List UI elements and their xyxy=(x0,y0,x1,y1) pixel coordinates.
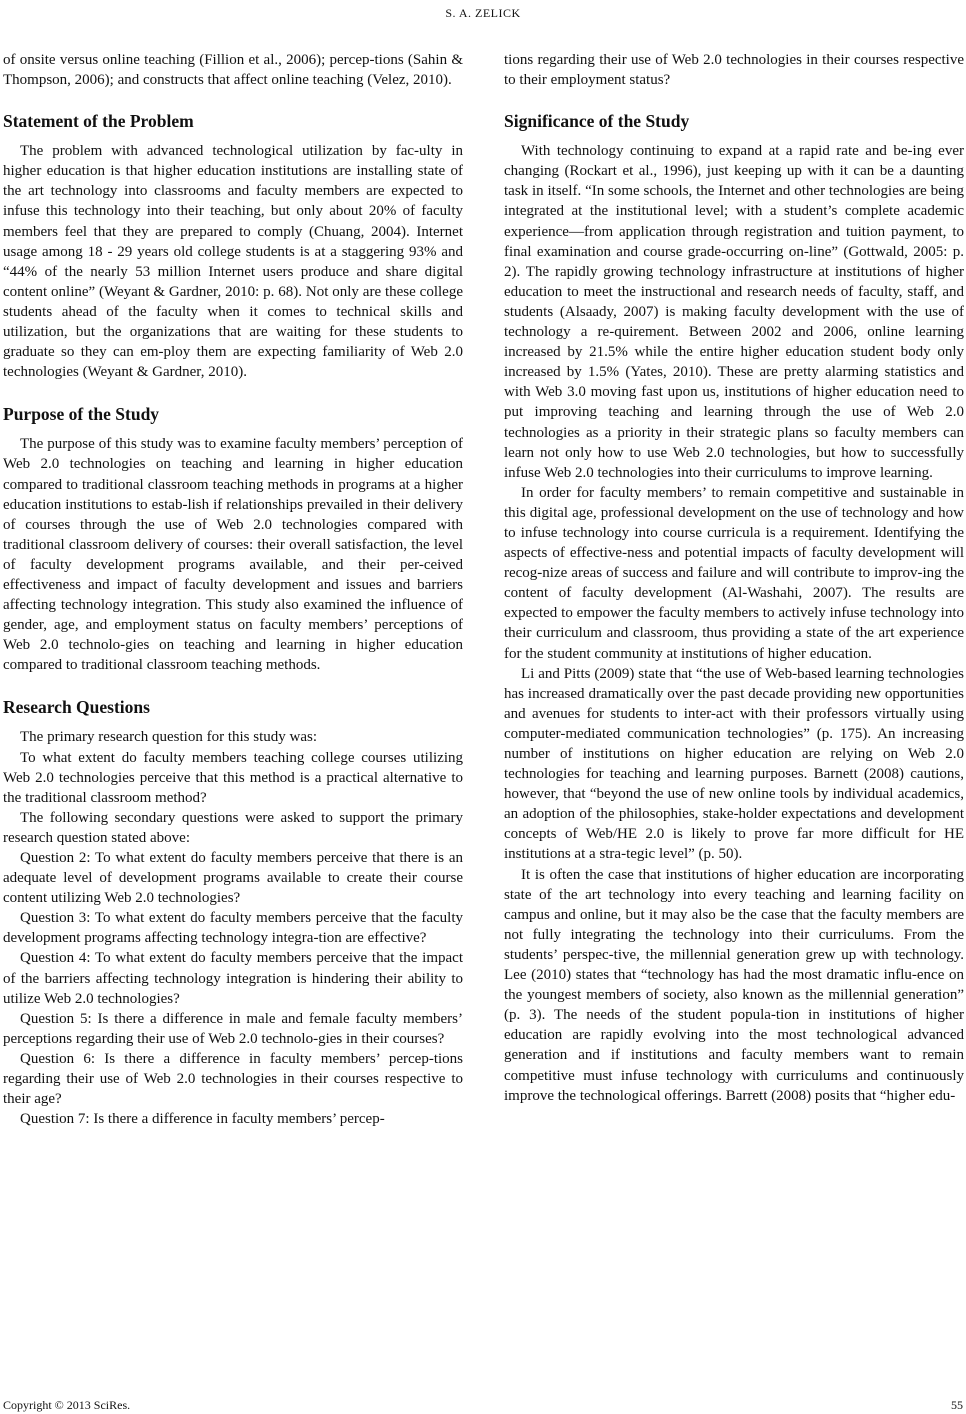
purpose-paragraph: The purpose of this study was to examine faculty members’ perception of Web 2.0 technologies on teaching and learning in higher education compared to traditional classroom teaching methods in programs at a higher education institutions to estab-lish if relationships prevailed in their delivery of courses through the use of Web 2.0 technologies compared with traditional classroom delivery of courses: their overall satisfaction, the level of faculty development programs available, and their per-ceived effectiveness and impact of faculty development and issues and barriers affecting technology integration. This study also examined the influence of gender, age, and employment status on faculty members’ perceptions of Web 2.0 technolo-gies on teaching and learning in higher education compared to traditional classroom teaching methods. xyxy=(3,436,463,674)
heading-significance-of-study: Significance of the Study xyxy=(504,111,690,132)
significance-paragraph: With technology continuing to expand at a rapid rate and be-ing ever changing (Rockart et al., 1996), just keeping up with it can be a daunting task in itself. “In some schools, the Internet and other technologies are being integrated at the institutional level; with a student’s complete academic experience—from application through registration and tuition payment, to final examination and course grade-occurring on-line” (Gottwald, 2005: p. 2). The rapidly growing technology infrastructure at institutions of higher education to meet the instructional and research needs of faculty, staff, and students (Alsaady, 2007) is making faculty development with the use of technology a re-quirement. Between 2002 and 2006, online learning increased by 21.5% while the entire higher education student body only increased by 1.5% (Yates, 2010). These are pretty alarming statistics and with Web 3.0 moving fast upon us, institutions of higher education need to put improving teaching and learning through the use of Web 2.0 technologies as a priority in their strategic plans so faculty members can learn not only how to use Web 2.0 technologies, but how to successfully infuse Web 2.0 technologies into their curriculums to improve learning. xyxy=(504,143,964,481)
rq-question-6: Question 6: Is there a difference in faculty members’ percep-tions regarding their use of Web 2.0 technologies in their courses respective to their age? xyxy=(3,1050,463,1108)
page-number: 55 xyxy=(951,1398,963,1412)
problem-paragraph: The problem with advanced technological utilization by fac-ulty in higher education is that higher education institutions are installing state of the art technology into classrooms and faculty members are expected to infuse this technology into their teaching, but only about 20% of faculty members feel that they are prepared to comply (Chuang, 2004). Internet usage among 18 - 29 years old college students is at a staggering 93% and “44% of the nearly 53 million Internet users produce and share digital content online” (Weyant & Gardner, 2010: p. 68). Not only are these college students ahead of the faculty when it comes to technical skills and utilization, but the organizations that are waiting for these students to graduate so they can em-ploy them are expecting familiarity of Web 2.0 technologies (Weyant & Gardner, 2010). xyxy=(3,143,463,381)
significance-paragraph: Li and Pitts (2009) state that “the use of Web-based learning technologies has increased dramatically over the past decade providing new opportunities and avenues for students to inter-act with their professors virtually using computer-mediated communication technologies” (p. 175). An increasing number of institutions on higher education are relying on Web 2.0 technologies for teaching and learning purposes. Barnett (2008) cautions, however, that “beyond the use of new online tools by individual academics, an adoption of the philosophies, stake-holder expectations and development concepts of Web/HE 2.0 is likely to prove far more difficult for HE institutions at a stra-tegic level” (p. 50). xyxy=(504,665,964,863)
continued-paragraph: tions regarding their use of Web 2.0 technologies in their courses respective to their employment status? xyxy=(504,52,964,89)
heading-research-questions: Research Questions xyxy=(3,697,150,718)
intro-paragraph: of onsite versus online teaching (Fillion et al., 2006); percep-tions (Sahin & Thompson, 2006); and constructs that affect online teaching (Velez, 2010). xyxy=(3,52,463,89)
page-footer xyxy=(3,1398,963,1413)
running-head: S. A. ZELICK xyxy=(445,6,521,20)
rq-paragraph: The primary research question for this study was: xyxy=(20,729,318,746)
left-column xyxy=(3,50,463,1129)
significance-paragraph: It is often the case that institutions of higher education are incorporating state of the art technology into every teaching and learning facility on campus and online, but it may also be the case that the faculty members are not fully integrating the technology into their curriculums. From the students’ perspec-tive, the millennial generation grew up with technology. Lee (2010) states that “technology has had the most dramatic influ-ence on the youngest members of society, also known as the millennial generation” (p. 3). The needs of the student popula-tion in institutions of higher education are rapidly evolving into the most technological advanced generation and if institutions and faculty members want to remain competitive must infuse technology with curriculums and continuously improve the technological offerings. Barrett (2008) posits that “higher edu- xyxy=(504,866,964,1104)
rq-paragraph: To what extent do faculty members teaching college courses utilizing Web 2.0 technologies perceive that this method is a practical alternative to the traditional classroom method? xyxy=(3,749,463,806)
rq-question-2: Question 2: To what extent do faculty members perceive that there is an adequate level of development programs available to create their course content utilizing Web 2.0 technologies? xyxy=(3,850,463,907)
rq-question-5: Question 5: Is there a difference in male and female faculty members’ perceptions regarding their use of Web 2.0 technolo-gies in their courses? xyxy=(3,1010,463,1047)
right-column xyxy=(504,50,964,1106)
rq-paragraph: The following secondary questions were asked to support the primary research question stated above: xyxy=(3,809,463,846)
copyright-notice: Copyright © 2013 SciRes. xyxy=(3,1398,131,1412)
heading-purpose-of-study: Purpose of the Study xyxy=(3,404,160,425)
rq-question-4: Question 4: To what extent do faculty members perceive that the impact of the barriers affecting technology integration is hindering their ability to utilize Web 2.0 technologies? xyxy=(3,950,463,1007)
heading-statement-of-problem: Statement of the Problem xyxy=(3,111,194,132)
rq-question-3: Question 3: To what extent do faculty members perceive that the faculty development programs affecting technology integra-tion are effective? xyxy=(3,910,463,947)
rq-question-7: Question 7: Is there a difference in faculty members’ percep- xyxy=(20,1111,385,1128)
significance-paragraph: In order for faculty members’ to remain competitive and sustainable in this digital age, professional development on the use of technology and how to infuse technology into course curricula is a requirement. Identifying the aspects of effective-ness and potential impacts of faculty development will recog-nize areas of success and failure and will contribute to improv-ing the content of faculty development (Al-Washahi, 2007). The results are expected to empower the faculty members to actively infuse technology into their curriculum and classroom, thus providing a state of the art experience for the student community at institutions of higher education. xyxy=(504,484,964,662)
